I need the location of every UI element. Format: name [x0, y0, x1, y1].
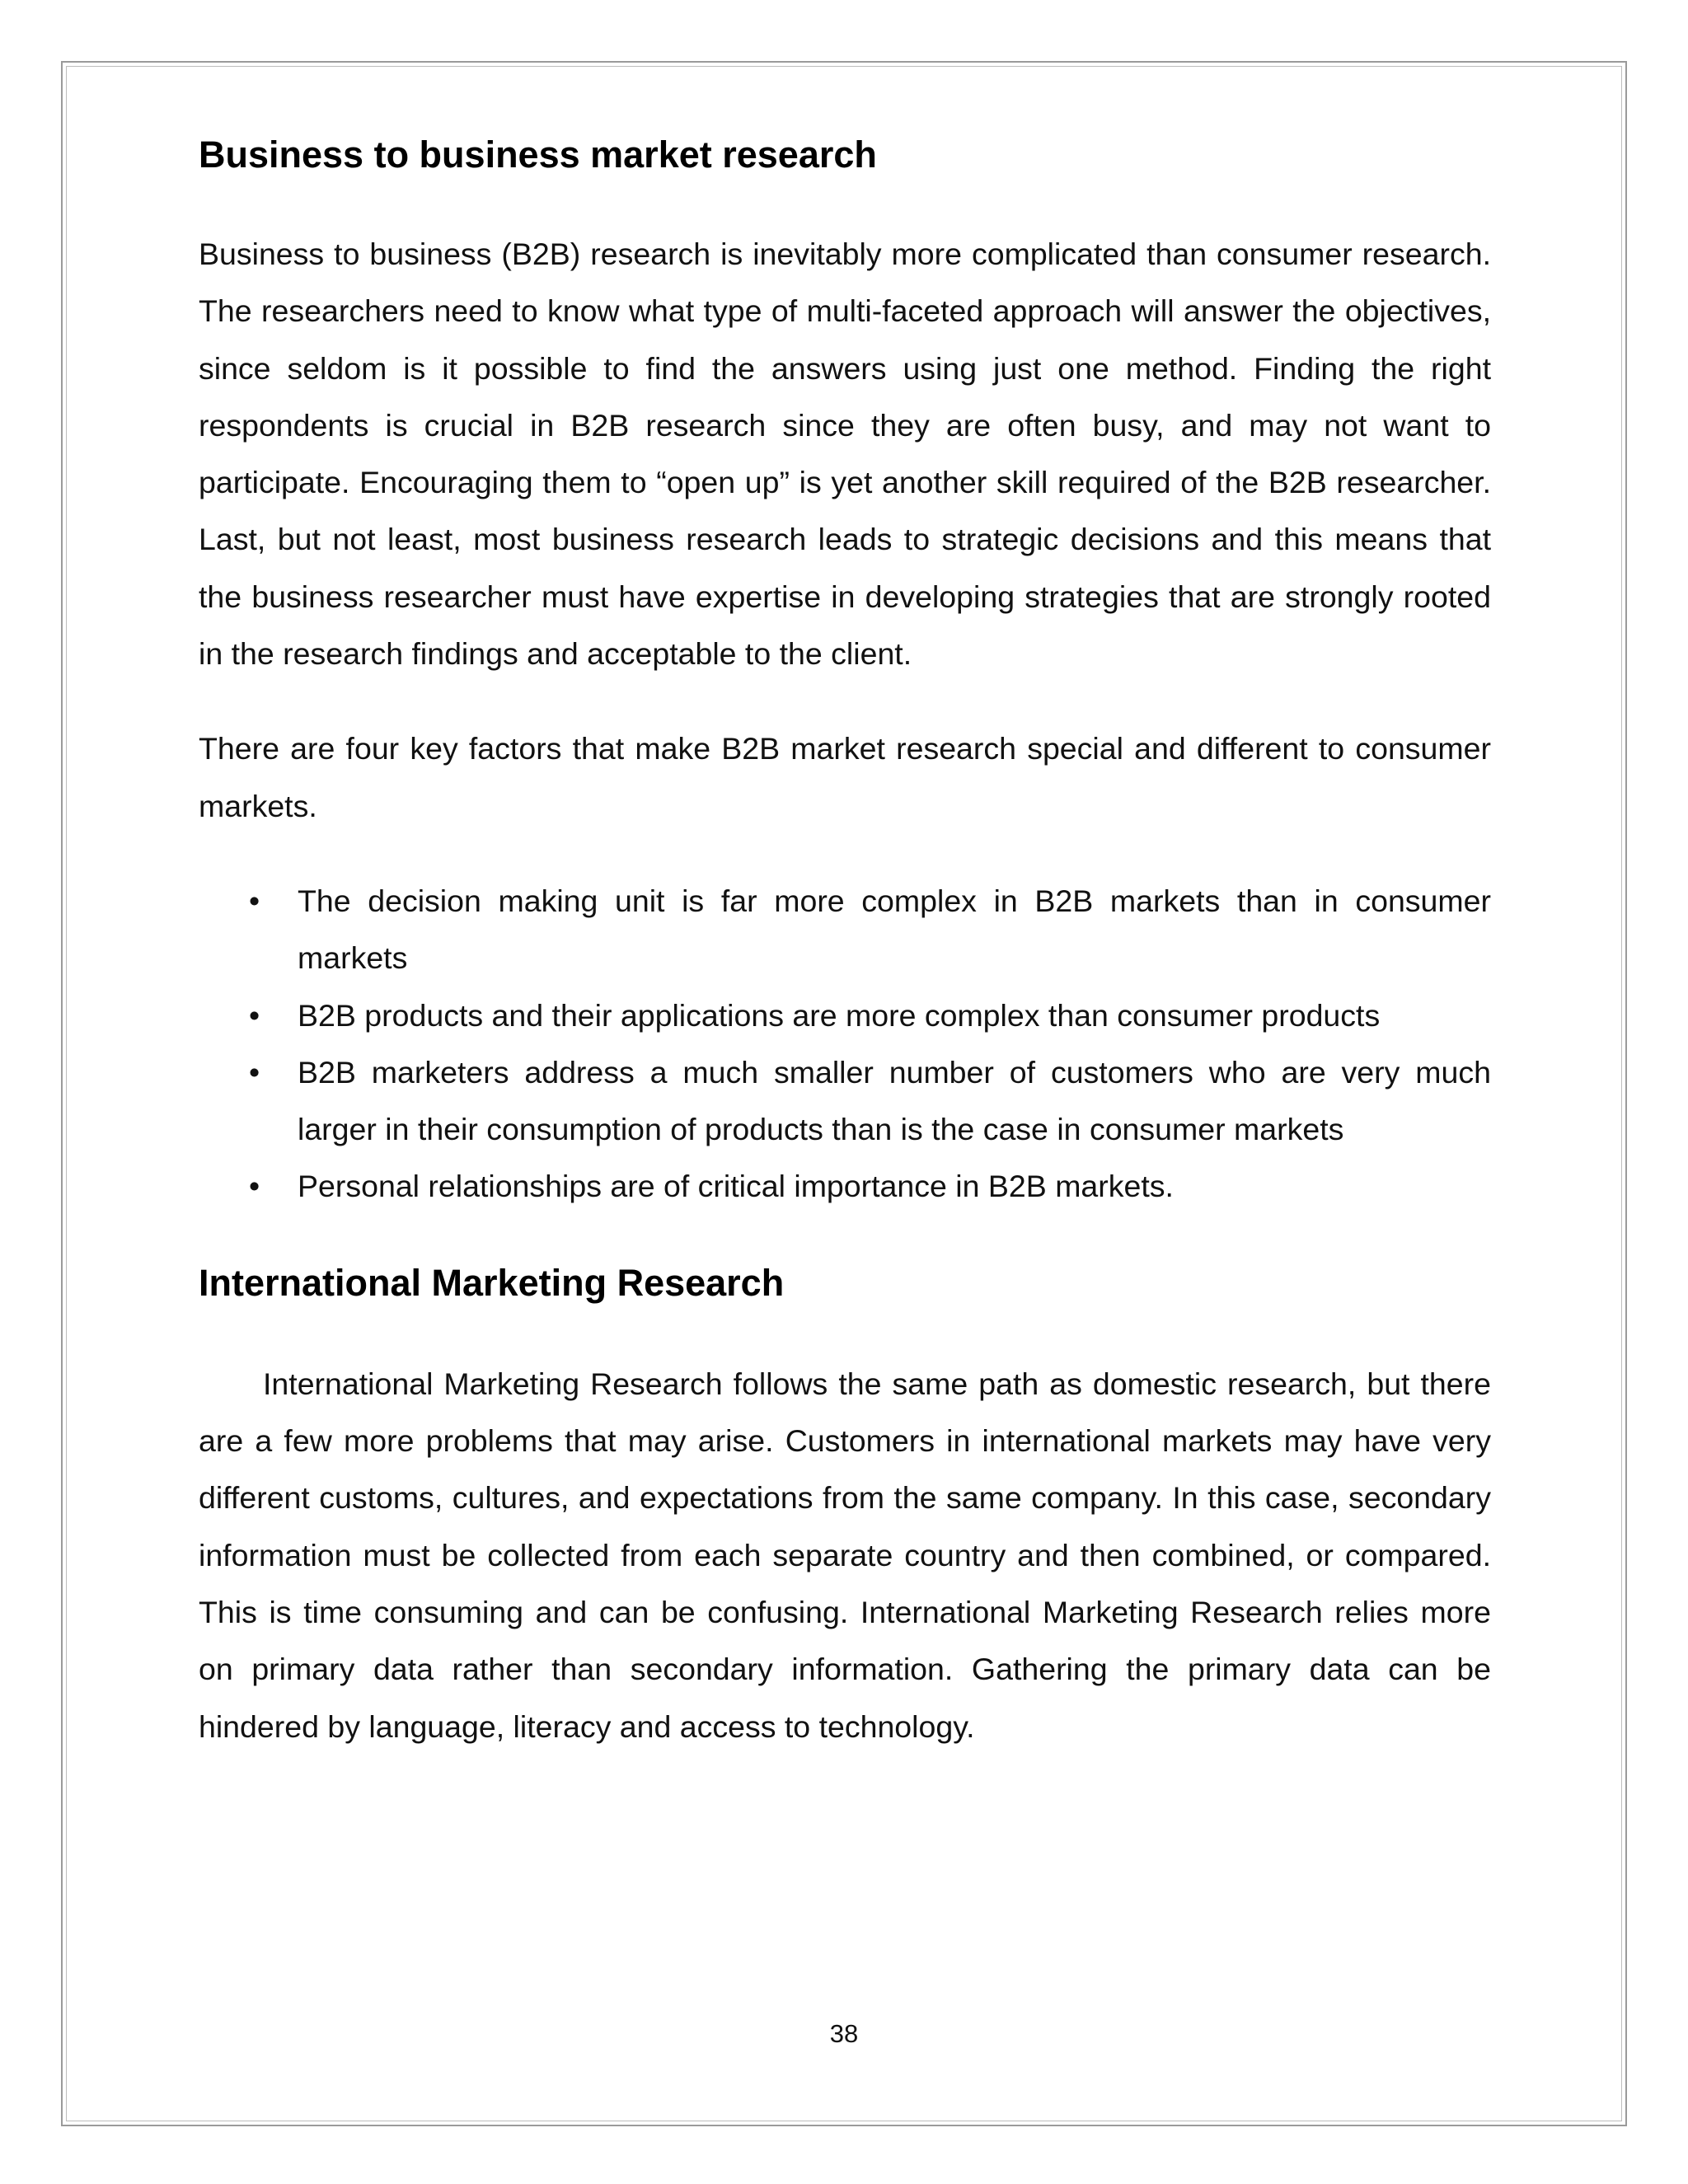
b2b-paragraph-1: Business to business (B2B) research is inevitably more complicated than consumer research. The researchers need to know what type of multi-faceted approach will answer the objectives, since seldom is it possible to find the answers using just one method. Finding the right respondents is crucial in B2B research since they are often busy, and may not want to participate. Encouraging them to “open up” is yet another skill required of the B2B researcher. Last, but not least, most business research leads to strategic decisions and this means that the business researcher must have expertise in developing strategies that are strongly rooted in the research findings and acceptable to the client.: [199, 237, 1491, 672]
bullet-icon: •: [249, 1169, 260, 1204]
list-item: [199, 1158, 1491, 1215]
list-item-text: B2B products and their applications are more complex than consumer products: [298, 997, 1381, 1033]
bullet-icon: •: [249, 1054, 260, 1090]
list-item: [199, 873, 1491, 987]
bullet-icon: •: [249, 997, 260, 1033]
list-item: [199, 1044, 1491, 1159]
bullet-icon: •: [249, 883, 260, 918]
list-item-text: The decision making unit is far more complex in B2B markets than in consumer markets: [298, 883, 1491, 976]
page-content: [199, 130, 1491, 1755]
section-heading-international: International Marketing Research: [199, 1261, 785, 1304]
b2b-key-factors-list: [199, 873, 1491, 1216]
section-heading-b2b: Business to business market research: [199, 134, 877, 176]
b2b-paragraph-2: There are four key factors that make B2B market research special and different to consumer markets.: [199, 731, 1491, 823]
international-paragraph: International Marketing Research follows the same path as domestic research, but there are a few more problems that may arise. Customers in international markets may have very different customs, cultures, and expectations from the same company. In this case, secondary information must be collected from each separate country and then combined, or compared. This is time consuming and can be confusing. International Marketing Research relies more on primary data rather than secondary information. Gathering the primary data can be hindered by language, literacy and access to technology.: [199, 1366, 1491, 1744]
list-item-text: Personal relationships are of critical importance in B2B markets.: [298, 1169, 1174, 1204]
page-number: 38: [829, 2019, 859, 2048]
list-item-text: B2B marketers address a much smaller number of customers who are very much larger in their consumption of products than is the case in consumer markets: [298, 1054, 1491, 1147]
list-item: [199, 987, 1491, 1044]
